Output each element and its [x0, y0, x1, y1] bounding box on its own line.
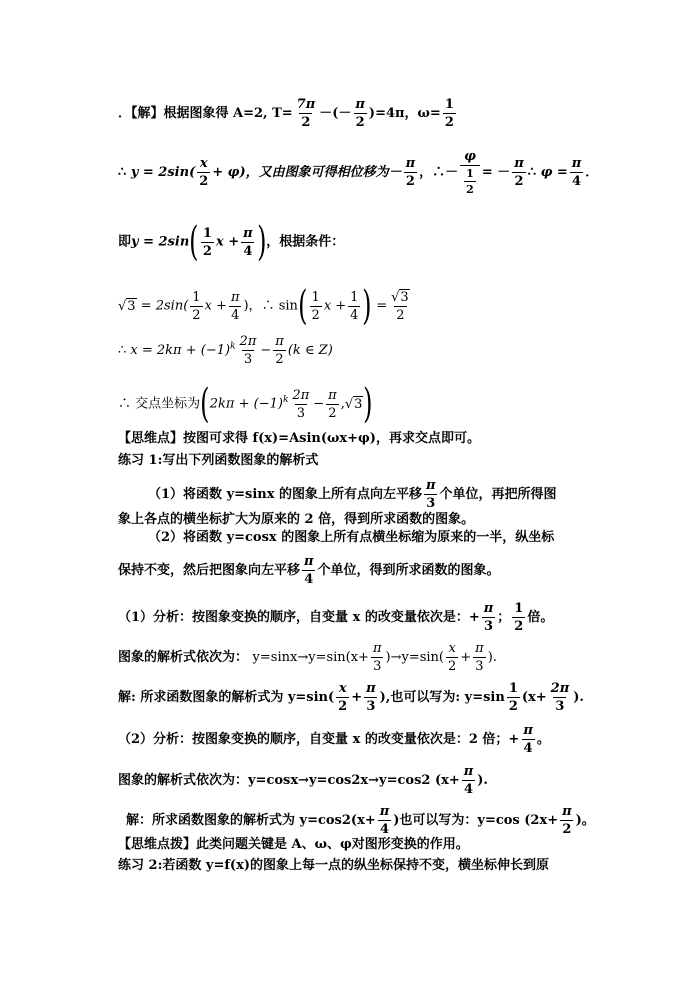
text: （2）分析：按图象变换的顺序，自变量 x 的改变量依次是：2 倍；+ — [118, 732, 520, 747]
denominator: 4 — [572, 174, 582, 189]
period-mark: ． — [585, 165, 599, 180]
solution-line-3 — [118, 219, 345, 265]
right-paren: ) — [256, 219, 267, 265]
numerator: 1 — [508, 681, 518, 696]
fraction-pi-over-3 — [424, 479, 438, 510]
numerator: 1 — [514, 601, 524, 616]
numerator: π — [405, 156, 416, 171]
fraction-pi-over-2 — [353, 98, 367, 129]
plus-sign: + — [460, 650, 472, 665]
numerator: φ — [464, 149, 476, 164]
fraction-x-over-2 — [446, 642, 458, 673]
period-mark: 。 — [536, 732, 550, 747]
radicand: 3 — [127, 298, 136, 314]
denominator: 2 — [466, 183, 474, 196]
denominator: 2 — [355, 115, 365, 130]
fraction-pi-over-4 — [378, 805, 392, 836]
answer-2 — [126, 805, 595, 836]
denominator: 2 — [275, 352, 284, 367]
numerator: π — [523, 723, 533, 738]
numerator: π — [483, 601, 494, 616]
minus-sign: − — [313, 396, 325, 412]
numerator: 2π — [292, 387, 310, 403]
denominator: 3 — [296, 405, 305, 421]
denominator: 3 — [243, 352, 253, 367]
denominator: 2 — [447, 659, 457, 674]
exercise-2: 练习 2:若函数 y=f(x)的图象上每一点的纵坐标保持不变，横坐标伸长到原 — [118, 858, 549, 873]
denominator: 4 — [379, 822, 389, 837]
plus-sign: + — [351, 690, 363, 705]
numerator: 2π — [550, 681, 570, 696]
exercise-1-part-2-line-2 — [118, 555, 500, 586]
fraction-pi-over-3 — [371, 642, 384, 673]
fraction-pi-over-2 — [273, 335, 286, 366]
numerator: π — [514, 156, 524, 171]
text: ). — [487, 650, 497, 665]
sqrt-3: √3 — [118, 298, 136, 314]
text: )→y=sin( — [385, 650, 444, 665]
text: （1）分析：按图象变换的顺序，自变量 x 的改变量依次是：+ — [118, 610, 480, 625]
fraction-7pi-over-2 — [295, 98, 318, 129]
fraction-1-over-2 — [507, 682, 520, 713]
omega-label: ω= — [417, 106, 441, 121]
right-paren: ) — [363, 381, 373, 427]
sqrt-3: √3 — [344, 396, 363, 412]
text: )。 — [575, 813, 595, 828]
denominator: 3 — [373, 659, 382, 674]
analysis-1 — [118, 602, 553, 633]
denominator: 2 — [199, 174, 209, 189]
denominator: 3 — [483, 619, 494, 634]
denominator: 4 — [523, 741, 533, 756]
fraction-x-over-2 — [336, 682, 349, 713]
denominator: 4 — [231, 307, 240, 323]
fraction-pi-over-4 — [521, 724, 535, 755]
therefore-symbol: ∴ — [118, 165, 127, 180]
numerator: π — [571, 156, 582, 171]
numerator: x — [338, 681, 347, 696]
numerator: π — [463, 764, 474, 779]
fraction-pi-over-3 — [364, 682, 378, 713]
period-value: =4π， — [375, 106, 418, 121]
fraction-pi-over-3 — [473, 642, 486, 673]
fraction-pi-over-4 — [302, 555, 316, 586]
intersection-label: 交点坐标为 — [135, 396, 201, 412]
exercise-1-part-1-line-1 — [148, 479, 557, 510]
numerator: π — [275, 334, 284, 349]
numerator: π — [328, 387, 337, 403]
fraction-pi-over-4 — [570, 157, 584, 188]
numerator: π — [426, 478, 436, 493]
text: 个单位，得到所求函数的图象。 — [317, 563, 500, 578]
denominator: 2 — [444, 115, 454, 130]
solution-line-2: ∴ y = 2sin( $\frac{x}{2}$ + φ)，又由图象可得相位移为－ $\frac{\pi}{2}$ ，∴－ $\frac{\varphi}{\frac{1}{2}}$ = － $\frac{\pi}{2}$ ∴ φ = $\frac{\pi}{4}$ ． — [118, 149, 599, 196]
ji-label: 即 — [118, 234, 132, 250]
fraction-x-over-2 — [197, 157, 210, 188]
comma: ， — [419, 165, 433, 180]
thinking-point-2: 【思维点拨】此类问题关键是 A、ω、φ对图形变换的作用。 — [118, 837, 469, 852]
left-paren: ( — [200, 381, 210, 427]
exponent-k: k — [230, 341, 236, 352]
fraction-pi-over-4 — [241, 227, 255, 258]
denominator: 2 — [514, 174, 524, 189]
fraction-pi-over-2 — [512, 157, 526, 188]
expr-y-2sin: y = 2sin — [131, 234, 190, 250]
left-paren: ( — [298, 283, 308, 329]
denominator: 2 — [405, 174, 415, 189]
therefore-symbol: ∴ — [527, 165, 537, 180]
x-plus: x + — [204, 298, 227, 314]
numerator: π — [562, 804, 572, 819]
denominator: 2 — [508, 699, 518, 714]
text: 保持不变，然后把图象向左平移 — [118, 563, 301, 578]
numerator: 1 — [311, 289, 320, 305]
expr-2kpi: 2kπ + (−1) — [209, 396, 283, 412]
numerator: π — [230, 289, 240, 305]
fraction-pi-over-4 — [462, 765, 476, 796]
fraction-2pi-over-3 — [238, 335, 259, 366]
therefore-symbol: ∴ — [118, 396, 132, 412]
x-plus: x + — [215, 234, 240, 250]
close-paren-comma: )， — [243, 298, 262, 314]
comma: , — [340, 396, 345, 412]
fraction-pi-over-3 — [482, 602, 496, 633]
denominator: 2 — [311, 307, 320, 323]
fraction-1-over-2 — [190, 291, 202, 322]
answer-1 — [118, 682, 584, 713]
fraction-sqrt3-over-2 — [389, 291, 412, 322]
fraction-pi-over-2 — [326, 389, 339, 420]
text: (x+ — [521, 690, 547, 705]
exercise-1-part-1-line-2: 象上各点的横坐标扩大为原来的 2 倍，得到所求函数的图象。 — [118, 512, 475, 527]
therefore-symbol: ∴ — [118, 343, 127, 358]
minus-sign: － — [319, 106, 333, 121]
text: 图象的解析式依次为：y=cosx→y=cos2x→y=cos2 (x+ — [118, 773, 460, 788]
fraction-1-over-2 — [464, 168, 476, 195]
numerator: x — [199, 156, 208, 171]
denominator: 2 — [338, 699, 348, 714]
denominator: 3 — [555, 699, 565, 714]
minus-sign: − — [260, 343, 272, 358]
right-paren: ) — [362, 283, 372, 329]
text: )也可以写为：y=cos (2x+ — [393, 813, 559, 828]
expr-2sin: = 2sin( — [140, 298, 189, 314]
exercise-1-title: 练习 1:写出下列函数图象的解析式 — [118, 453, 319, 468]
denominator: 2 — [202, 243, 212, 259]
denominator: 2 — [514, 619, 524, 634]
condition-label: ，根据条件： — [266, 234, 345, 250]
numerator: π — [372, 641, 382, 656]
denominator: 3 — [366, 699, 376, 714]
solution-intro: ．【解】根据图象得 A=2, T= — [118, 106, 293, 121]
radicand: 3 — [354, 396, 363, 412]
text: ). — [477, 773, 488, 788]
numerator: π — [243, 225, 253, 241]
fraction-2pi-over-3 — [290, 389, 311, 420]
phi-equals: φ = — [540, 165, 568, 180]
text: y=sinx→y=sin(x+ — [252, 650, 369, 665]
analysis-1-sequence — [118, 642, 497, 673]
exercise-1-part-2-line-1: （2）将函数 y=cosx 的图象上所有点横坐标缩为原来的一半，纵坐标 — [148, 530, 555, 545]
numerator: π — [475, 641, 484, 656]
analysis-2 — [118, 724, 550, 755]
numerator: 2π — [239, 334, 257, 349]
radicand: 3 — [400, 289, 409, 305]
solution-line-6 — [118, 381, 373, 427]
numerator: π — [355, 97, 365, 112]
analysis-2-sequence — [118, 765, 488, 796]
text: （1）将函数 y=sinx 的图象上所有点向左平移 — [148, 487, 423, 502]
denominator: 2 — [192, 307, 201, 323]
text: 图象的解析式依次为： — [118, 650, 249, 665]
solution-line-4 — [118, 283, 414, 329]
thinking-point: 【思维点】按图可求得 f(x)=Asin(ωx+φ)，再求交点即可。 — [118, 431, 480, 446]
denominator: 2 — [396, 307, 405, 323]
therefore-symbol: ∴ — [261, 298, 275, 314]
solution-line-5 — [118, 335, 333, 366]
numerator: 1 — [350, 289, 359, 305]
denominator: 2 — [328, 405, 337, 421]
text: 个单位，再把所得图 — [439, 487, 557, 502]
left-paren: ( — [189, 219, 199, 265]
denominator: 3 — [426, 496, 436, 511]
denominator: 4 — [304, 572, 314, 587]
fraction-1-over-2 — [201, 227, 214, 258]
fraction-1-over-4 — [348, 291, 360, 322]
fraction-2pi-over-3 — [549, 682, 572, 713]
denominator — [460, 165, 480, 195]
denominator: 2 — [562, 822, 572, 837]
semicolon: ； — [497, 610, 511, 625]
numerator: 7π — [296, 97, 316, 112]
equals-sign: = — [376, 298, 388, 314]
fraction-1-over-2 — [443, 98, 456, 129]
text: 解：所求函数图象的解析式为 y=cos2(x+ — [126, 813, 376, 828]
denominator: 4 — [243, 243, 253, 259]
exponent-k: k — [282, 395, 289, 406]
x-plus: x + — [323, 298, 347, 314]
equals-minus: = － — [481, 165, 511, 180]
text: ). — [573, 690, 584, 705]
numerator: 1 — [466, 167, 474, 180]
numerator: π — [304, 554, 314, 569]
numerator: π — [379, 804, 390, 819]
fraction-pi-over-4 — [229, 291, 242, 322]
sin-label: sin — [278, 298, 298, 314]
text: 倍。 — [527, 610, 554, 625]
expr-x-equals: x = 2kπ + (−1) — [130, 343, 231, 358]
denominator: 2 — [301, 115, 311, 130]
expr-y-2sin: y = 2sin( — [130, 165, 196, 180]
denominator: 4 — [464, 782, 474, 797]
k-in-z: (k ∈ Z) — [287, 343, 333, 358]
text: 解: 所求函数图象的解析式为 y=sin( — [118, 690, 335, 705]
therefore-symbol: ∴ — [432, 165, 446, 180]
numerator: π — [366, 681, 376, 696]
text: ),也可以写为: y=sin — [379, 690, 505, 705]
numerator: 1 — [444, 97, 454, 112]
numerator: x — [448, 641, 456, 656]
fraction-phi-over-half — [460, 150, 480, 195]
fraction-pi-over-2 — [560, 805, 574, 836]
numerator: √3 — [391, 289, 409, 305]
denominator: 3 — [475, 659, 484, 674]
solution-line-1: ．【解】根据图象得 A=2, T= $\frac{7\pi}{2}$ －(－ $\frac{\pi}{2}$ )=4π，ω= $\frac{1}{2}$ — [118, 97, 454, 130]
fraction-1-over-2 — [512, 602, 525, 633]
denominator: 4 — [350, 307, 359, 323]
numerator: 1 — [202, 225, 212, 241]
numerator: 1 — [192, 289, 201, 305]
fraction-1-over-2 — [310, 291, 322, 322]
fraction-pi-over-2 — [404, 157, 418, 188]
phase-shift-text: + φ)，又由图象可得相位移为－ — [212, 165, 402, 180]
